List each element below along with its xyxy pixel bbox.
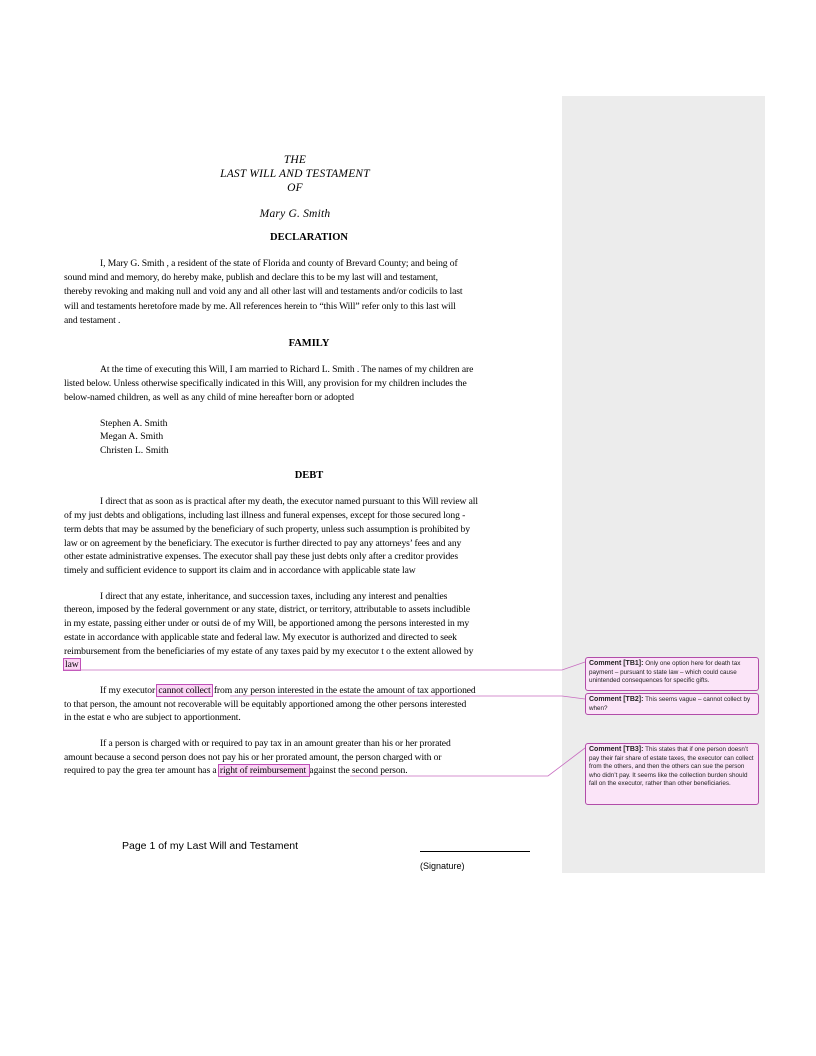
collect-line: [100, 685, 476, 697]
reimburse-line: amount because a second person does not pay his or her prorated amount, the person charged with or: [64, 752, 442, 763]
testator-name: Mary G. Smith: [259, 208, 331, 220]
tax-line: thereon, imposed by the federal government or any state, district, or territory, attributable to assets includible: [64, 604, 470, 615]
declaration-line: thereby revoking and making null and void any and all other last will and testaments and/or codicils to last: [64, 286, 463, 297]
debt-line: term debts that may be assumed by the beneficiary of such property, unless such assumption is prohibited by: [64, 524, 470, 535]
debt-line: timely and sufficient evidence to support its claim and in accordance with applicable state law: [64, 565, 416, 576]
declaration-line: and testament .: [64, 315, 121, 326]
reimburse-line-last: [64, 765, 408, 777]
tax-line: reimbursement from the beneficiaries of my estate of any taxes paid by my executor t o the extent allowed by: [64, 646, 474, 657]
family-line: At the time of executing this Will, I am married to Richard L. Smith . The names of my children are: [100, 364, 474, 375]
tax-line: in my estate, passing either under or outsi de of my Will, be apportioned among the persons interested in my: [64, 618, 470, 629]
declaration-heading: DECLARATION: [270, 232, 348, 243]
collect-line: to that person, the amount not recoverable will be equitably apportioned among the other persons interested: [64, 699, 467, 710]
tax-line: estate in accordance with applicable state and federal law. My executor is authorized and directed to seek: [64, 632, 457, 643]
declaration-line: sound mind and memory, do hereby make, publish and declare this to be my last will and testament,: [64, 272, 438, 283]
child-name: Stephen A. Smith: [100, 418, 168, 429]
family-line: below-named children, as well as any child of mine hereafter born or adopted: [64, 392, 354, 403]
comment-tb3[interactable]: [585, 743, 759, 805]
comment-tb1[interactable]: [585, 657, 759, 691]
leader-tb1: [64, 662, 585, 670]
tax-line: I direct that any estate, inheritance, and succession taxes, including any interest and penalties: [100, 591, 448, 602]
child-name: Megan A. Smith: [100, 431, 164, 442]
comment-label: Comment [TB3]:: [589, 746, 644, 753]
debt-line: of my just debts and obligations, including last illness and funeral expenses, except for those secured long -: [64, 510, 466, 521]
comment-text: Only one option here for death tax payment – pursuant to state law – which could cause unintended consequences for specific gifts.: [589, 660, 741, 685]
comment-label: Comment [TB2]:: [589, 696, 644, 703]
child-name: Christen L. Smith: [100, 445, 169, 456]
declaration-line: I, Mary G. Smith , a resident of the state of Florida and county of Brevard County; and being of: [100, 258, 458, 269]
family-line: listed below. Unless otherwise specifically indicated in this Will, any provision for my children includes the: [64, 378, 467, 389]
declaration-line: will and testaments heretofore made by me. All references herein to “this Will” refer only to this last will: [64, 301, 456, 312]
title-line-3: OF: [287, 182, 303, 194]
comment-label: Comment [TB1]:: [589, 660, 644, 667]
reimburse-start: required to pay the grea ter amount has a: [64, 765, 219, 776]
reimburse-end: against the second person.: [309, 765, 408, 776]
comment-anchor-tb3[interactable]: right of reimbursement: [219, 765, 309, 776]
family-heading: FAMILY: [288, 338, 330, 349]
title-line-1: THE: [283, 154, 307, 166]
title-line-2: LAST WILL AND TESTAMENT: [220, 168, 370, 180]
comment-anchor-tb2[interactable]: cannot collect: [158, 685, 211, 696]
comment-text: This states that if one person doesn’t pay their fair share of estate taxes, the executor can collect from the others, and then the others can sue the person who didn’t pay. It seems like the collection burden should fall on the executor, rather than other beneficiaries.: [589, 746, 754, 788]
signature-line: [420, 851, 530, 852]
collect-line-rest: from any person interested in the estate the amount of tax apportioned: [211, 685, 476, 696]
debt-line: other estate administrative expenses. The executor shall pay these just debts only after a creditor provides: [64, 551, 458, 562]
comment-tb2[interactable]: [585, 693, 759, 715]
page-footer-label: Page 1 of my Last Will and Testament: [122, 840, 299, 852]
collect-line: in the estat e who are subject to apportionment.: [64, 712, 241, 723]
debt-line: I direct that as soon as is practical after my death, the executor named pursuant to this Will review all: [100, 496, 478, 507]
comment-text: This seems vague – cannot collect by when?: [589, 696, 751, 712]
comment-anchor-tb1[interactable]: law: [65, 659, 79, 670]
reimburse-line: If a person is charged with or required to pay tax in an amount greater than his or her prorated: [100, 738, 451, 749]
tax-line-last: [64, 659, 80, 671]
collect-line-start: If my executor: [100, 685, 158, 696]
signature-label: (Signature): [420, 861, 465, 871]
debt-line: law or on agreement by the beneficiary. The executor is further directed to pay any attorneys’ fees and any: [64, 538, 462, 549]
debt-heading: DEBT: [294, 470, 324, 481]
